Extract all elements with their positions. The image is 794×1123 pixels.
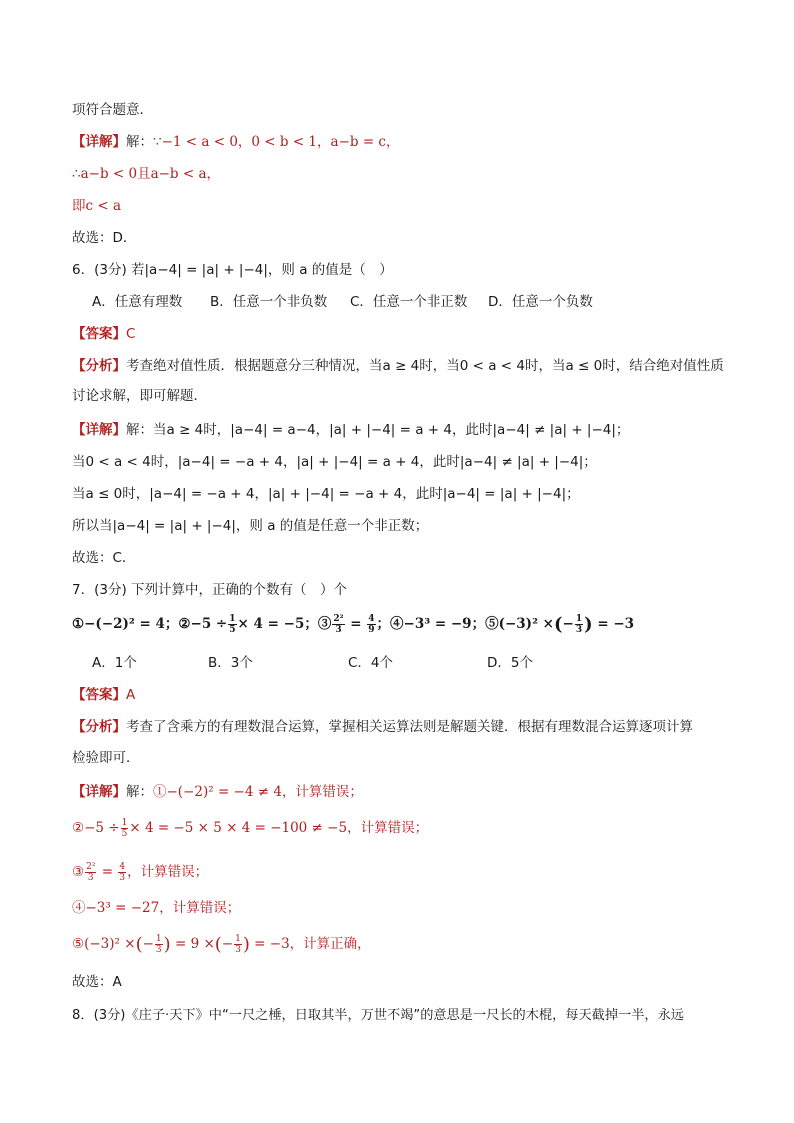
q7-answer: 【答案】A [72,687,136,703]
q7-detail-4: ④−3³ = −27，计算错误； [72,900,241,916]
q6-choice: 故选：C． [72,550,136,566]
fraction-four-ninths: $\frac{4}{9}$ [368,614,375,635]
q7-analysis-cont: 检验即可． [72,750,140,766]
fraction-one-fifth: $\frac{1}{5}$ [229,614,236,635]
fraction-one-third: $\frac{1}{3}$ [235,934,241,955]
q5-given: ∵−1 < a < 0，0 < b < 1，a−b = c， [153,134,400,150]
q5-tail-line: 项符合题意． [72,102,153,118]
q6-detail-4: 所以当|a−4| = |a| + |−4|，则 a 的值是任意一个非正数； [72,518,429,534]
q7-detail-5: ⑤(−3)² ×(− $\frac{1}{3}$ ) = 9 ×(− $\frac{1}{3}$ ) = −3，计算正确， [72,934,371,955]
q7-detail-1: 【详解】解：①−(−2)² = −4 ≠ 4，计算错误； [72,784,363,800]
q7-option-d: D．5个 [487,655,533,671]
fraction-two-sq-over-three: $\frac{\text{2²}}{3}$ [86,862,96,883]
q7-stem: 7．(3分) 下列计算中，正确的个数有（ ）个 [72,582,348,598]
fraction-two-sq-over-three: $\frac{\text{2²}}{3}$ [333,614,344,635]
q7-choice: 故选：A [72,974,122,990]
q8-stem: 8．(3分)《庄子·天下》中“一尺之棰，日取其半，万世不竭”的意思是一尺长的木棍，每天截掉一半，永远 [72,1008,684,1023]
q7-option-a: A．1个 [92,655,137,671]
q6-option-c: C．任意一个非正数 [350,294,468,310]
q6-detail-1: 【详解】解：当a ≥ 4时，|a−4| = a−4，|a| + |−4| = a + 4，此时|a−4| ≠ |a| + |−4|； [72,422,630,438]
q6-analysis-cont: 讨论求解，即可解题． [72,388,207,404]
q5-choice: 故选：D． [72,230,137,246]
q6-detail-2: 当0 < a < 4时，|a−4| = −a + 4，|a| + |−4| = a + 4，此时|a−4| ≠ |a| + |−4|； [72,454,597,470]
q5-therefore: ∴a−b < 0且a−b < a， [72,166,221,182]
q6-stem: 6．(3分) 若|a−4| = |a| + |−4|，则 a 的值是（ ） [72,262,393,278]
q6-option-d: D．任意一个负数 [488,294,593,310]
q7-detail-2: ②−5 ÷ $\frac{1}{5}$ × 4 = −5 × 5 × 4 = −100 ≠ −5，计算错误； [72,818,429,839]
q7-detail-3: ③ $\frac{\text{2²}}{3}$ = $\frac{4}{3}$ ，计算错误； [72,862,209,883]
fraction-one-fifth: $\frac{1}{5}$ [121,818,128,839]
q7-option-c: C．4个 [348,655,394,671]
q7-expressions: ①−(−2)² = 4；②−5 ÷ $\frac{1}{5}$ × 4 = −5；③ $\frac{\text{2²}}{3}$ = $\frac{4}{9}$ ；④−3³ = −9；⑤(−3)² ×(− $\frac{1}{3}$ ) = −3 [72,614,635,635]
fraction-one-third: $\frac{1}{3}$ [575,614,583,635]
q7-analysis: 【分析】考查了含乘方的有理数混合运算，掌握相关运算法则是解题关键．根据有理数混合运算逐项计算 [72,719,693,735]
fraction-one-third: $\frac{1}{3}$ [155,934,162,955]
q5-detail: 【详解】解：∵−1 < a < 0，0 < b < 1，a−b = c， [72,134,400,150]
q5-so: 即c < a [72,198,122,214]
q6-answer: 【答案】C [72,326,136,342]
q6-option-a: A．任意有理数 [92,294,183,310]
q7-option-b: B．3个 [208,655,253,671]
q6-detail-3: 当a ≤ 0时，|a−4| = −a + 4，|a| + |−4| = −a + 4，此时|a−4| = |a| + |−4|； [72,486,580,502]
q6-analysis: 【分析】考查绝对值性质．根据题意分三种情况，当a ≥ 4时，当0 < a < 4时，当a ≤ 0时，结合绝对值性质 [72,358,724,374]
detail-label: 【详解】 [72,134,126,150]
fraction-four-thirds: $\frac{4}{3}$ [119,862,126,883]
q6-option-b: B．任意一个非负数 [210,294,328,310]
